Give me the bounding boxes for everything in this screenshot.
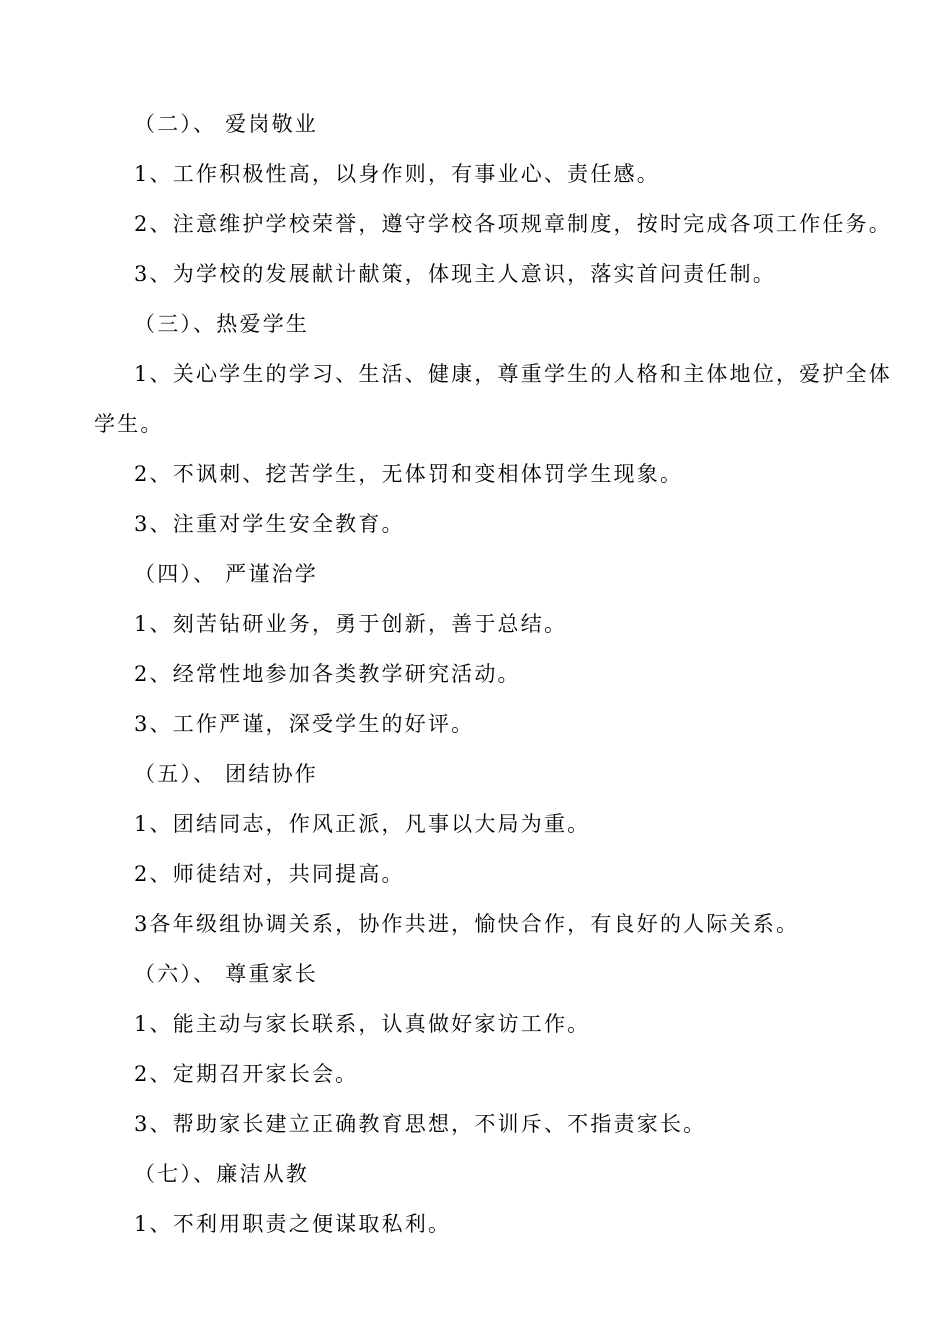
section-heading-2: （二）、 爱岗敬业: [134, 112, 318, 136]
section-heading-4: （四）、 严谨治学: [134, 562, 318, 586]
paragraph-line: 3、为学校的发展献计献策，体现主人意识，落实首问责任制。: [134, 262, 776, 286]
paragraph-line: 3各年级组协调关系，协作共进，愉快合作，有良好的人际关系。: [134, 912, 800, 936]
paragraph-line: 3、注重对学生安全教育。: [134, 512, 405, 536]
paragraph-line: 1、能主动与家长联系，认真做好家访工作。: [134, 1012, 591, 1036]
paragraph-line: 3、工作严谨，深受学生的好评。: [134, 712, 475, 736]
section-heading-5: （五）、 团结协作: [134, 762, 318, 786]
paragraph-line: 1、团结同志，作风正派，凡事以大局为重。: [134, 812, 591, 836]
paragraph-line: 2、注意维护学校荣誉，遵守学校各项规章制度，按时完成各项工作任务。: [134, 212, 892, 236]
paragraph-line-continuation: 学生。: [94, 412, 164, 436]
section-heading-7: （七）、廉洁从教: [134, 1162, 310, 1186]
paragraph-line: 1、关心学生的学习、生活、健康，尊重学生的人格和主体地位，爱护全体: [134, 362, 892, 386]
section-heading-3: （三）、热爱学生: [134, 312, 310, 336]
paragraph-line: 2、师徒结对，共同提高。: [134, 862, 405, 886]
paragraph-line: 2、不讽刺、挖苦学生，无体罚和变相体罚学生现象。: [134, 462, 684, 486]
paragraph-line: 1、刻苦钻研业务，勇于创新，善于总结。: [134, 612, 568, 636]
paragraph-line: 1、不利用职责之便谋取私利。: [134, 1212, 452, 1236]
section-heading-6: （六）、 尊重家长: [134, 962, 318, 986]
paragraph-line: 2、定期召开家长会。: [134, 1062, 359, 1086]
paragraph-line: 3、帮助家长建立正确教育思想，不训斥、不指责家长。: [134, 1112, 707, 1136]
paragraph-line: 1、工作积极性高，以身作则，有事业心、责任感。: [134, 162, 660, 186]
paragraph-line: 2、经常性地参加各类教学研究活动。: [134, 662, 521, 686]
